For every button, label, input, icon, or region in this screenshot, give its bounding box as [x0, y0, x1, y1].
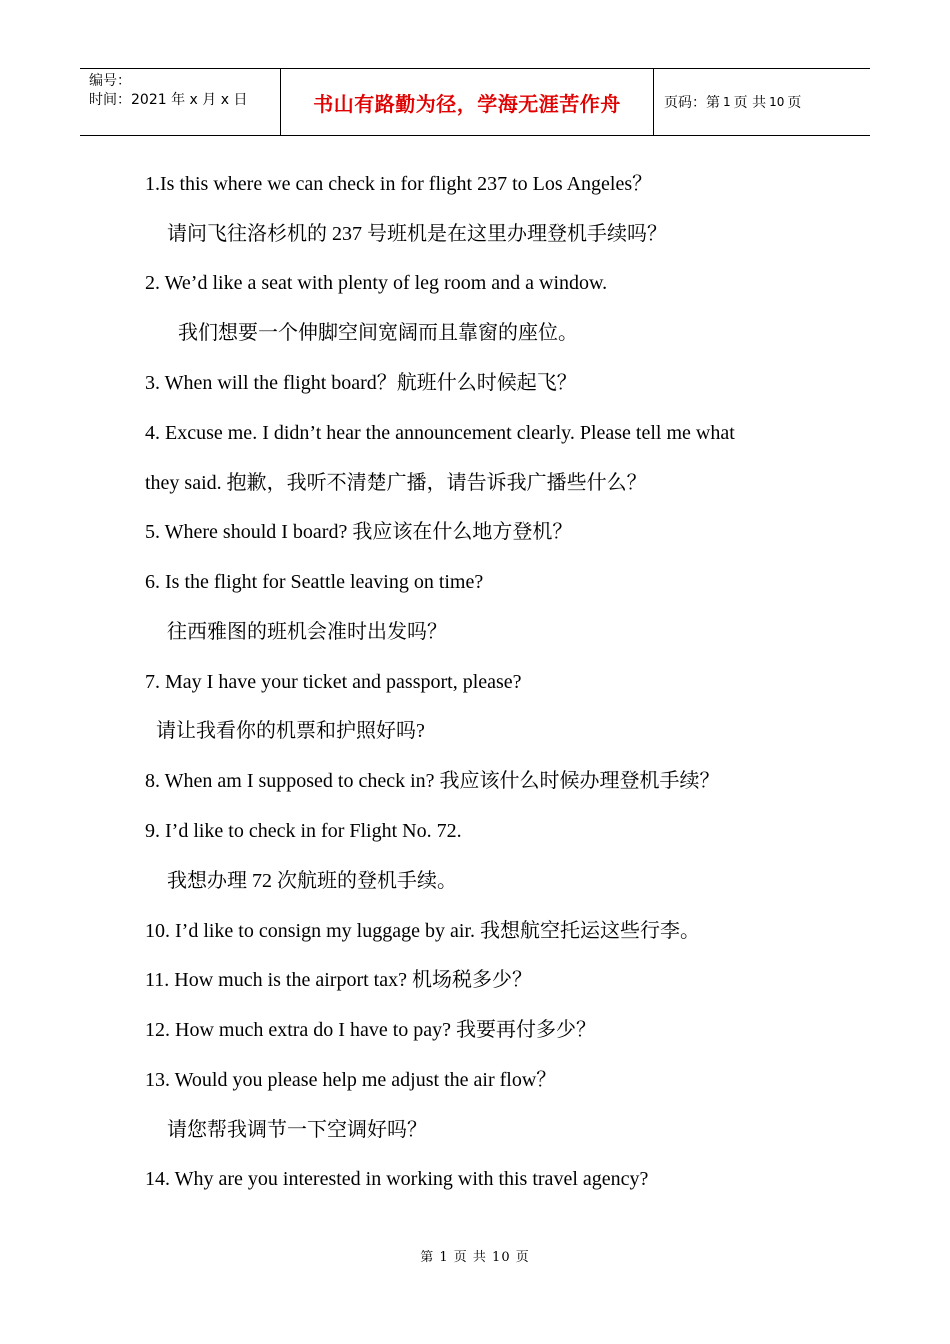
- page-info-total: 10: [769, 95, 785, 109]
- document-number-label: 编号：: [89, 73, 131, 89]
- text-line: 7. May I have your ticket and passport, please?: [145, 671, 522, 693]
- text-line: 12. How much extra do I have to pay? 我要再付多少？: [145, 1019, 597, 1041]
- text-line: 4. Excuse me. I didn’t hear the announcement clearly. Please tell me what: [145, 422, 735, 444]
- page-footer: 第 1 页 共 10 页: [420, 1250, 530, 1265]
- text-line: they said. 抱歉，我听不清楚广播，请告诉我广播些什么？: [145, 472, 647, 494]
- text-line: 11. How much is the airport tax? 机场税多少？: [145, 969, 532, 991]
- document-date-label: 时间：2021 年 x 月 x 日: [89, 92, 248, 108]
- text-line: 13. Would you please help me adjust the air flow？: [145, 1069, 557, 1091]
- document-header: [80, 68, 870, 136]
- page-info-current: 1: [723, 95, 731, 109]
- text-line: 5. Where should I board? 我应该在什么地方登机？: [145, 521, 573, 543]
- text-line: 请您帮我调节一下空调好吗？: [167, 1119, 427, 1141]
- text-line: 请让我看你的机票和护照好吗?: [156, 720, 425, 742]
- text-line: 2. We’d like a seat with plenty of leg room and a window.: [145, 272, 608, 294]
- header-meta-cell: [80, 69, 281, 135]
- text-line: 我们想要一个伸脚空间宽阔而且靠窗的座位。: [178, 322, 578, 344]
- page-info-middle: 页 共: [733, 95, 767, 111]
- page-info-prefix: 页码：第: [664, 95, 720, 111]
- text-line: 往西雅图的班机会准时出发吗？: [167, 621, 447, 643]
- text-line: 9. I’d like to check in for Flight No. 72.: [145, 820, 462, 842]
- text-line: 请问飞往洛杉机的 237 号班机是在这里办理登机手续吗？: [167, 223, 667, 245]
- text-line: 我想办理 72 次航班的登机手续。: [167, 870, 457, 892]
- text-line: 6. Is the flight for Seattle leaving on time?: [145, 571, 484, 593]
- text-line: 8. When am I supposed to check in? 我应该什么时候办理登机手续？: [145, 770, 720, 792]
- header-motto: 书山有路勤为径，学海无涯苦作舟: [281, 69, 654, 135]
- text-line: 10. I’d like to consign my luggage by air. 我想航空托运这些行李。: [145, 920, 700, 942]
- text-line: 3. When will the flight board？航班什么时候起飞？: [145, 372, 577, 394]
- page-info-suffix: 页: [787, 95, 802, 111]
- text-line: 1.Is this where we can check in for flight 237 to Los Angeles？: [145, 173, 653, 195]
- header-page-info: [654, 69, 870, 135]
- text-line: 14. Why are you interested in working with this travel agency?: [145, 1168, 649, 1190]
